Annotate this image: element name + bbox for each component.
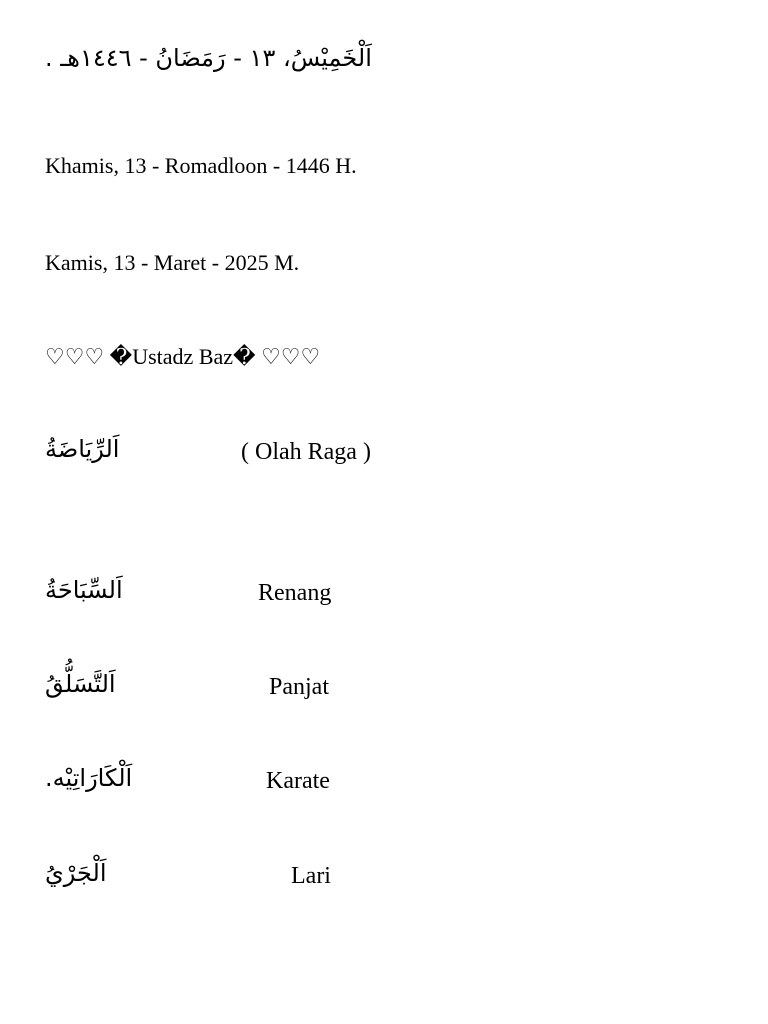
vocab-arabic: اَلسِّبَاحَةُ <box>45 576 123 604</box>
vocab-indonesian: Lari <box>291 863 331 889</box>
vocab-row <box>45 670 385 710</box>
vocab-row <box>45 859 385 899</box>
vocab-arabic: اَلْجَرْيُ <box>45 859 107 887</box>
vocab-arabic: اَلتَّسَلُّقُ <box>45 670 116 698</box>
vocab-indonesian: Panjat <box>269 674 329 700</box>
hijri-date-line: Khamis, 13 - Romadloon - 1446 H. <box>45 153 357 178</box>
gregorian-date-line: Kamis, 13 - Maret - 2025 M. <box>45 250 300 275</box>
arabic-date-line: اَلْخَمِيْسُ، ١٣ - رَمَضَانُ - ١٤٤٦هـ . <box>45 44 372 72</box>
topic-row <box>45 435 385 475</box>
vocab-indonesian: Renang <box>258 580 332 606</box>
topic-arabic: اَلرِّيَاضَةُ <box>45 435 120 463</box>
vocab-indonesian: Karate <box>266 768 330 794</box>
vocab-row <box>45 576 385 616</box>
vocab-arabic: اَلْكَارَاتِيْه. <box>45 764 133 792</box>
topic-indonesian: ( Olah Raga ) <box>241 439 371 465</box>
author-line: ♡♡♡ �Ustadz Baz� ♡♡♡ <box>45 344 321 369</box>
vocab-row <box>45 764 385 804</box>
